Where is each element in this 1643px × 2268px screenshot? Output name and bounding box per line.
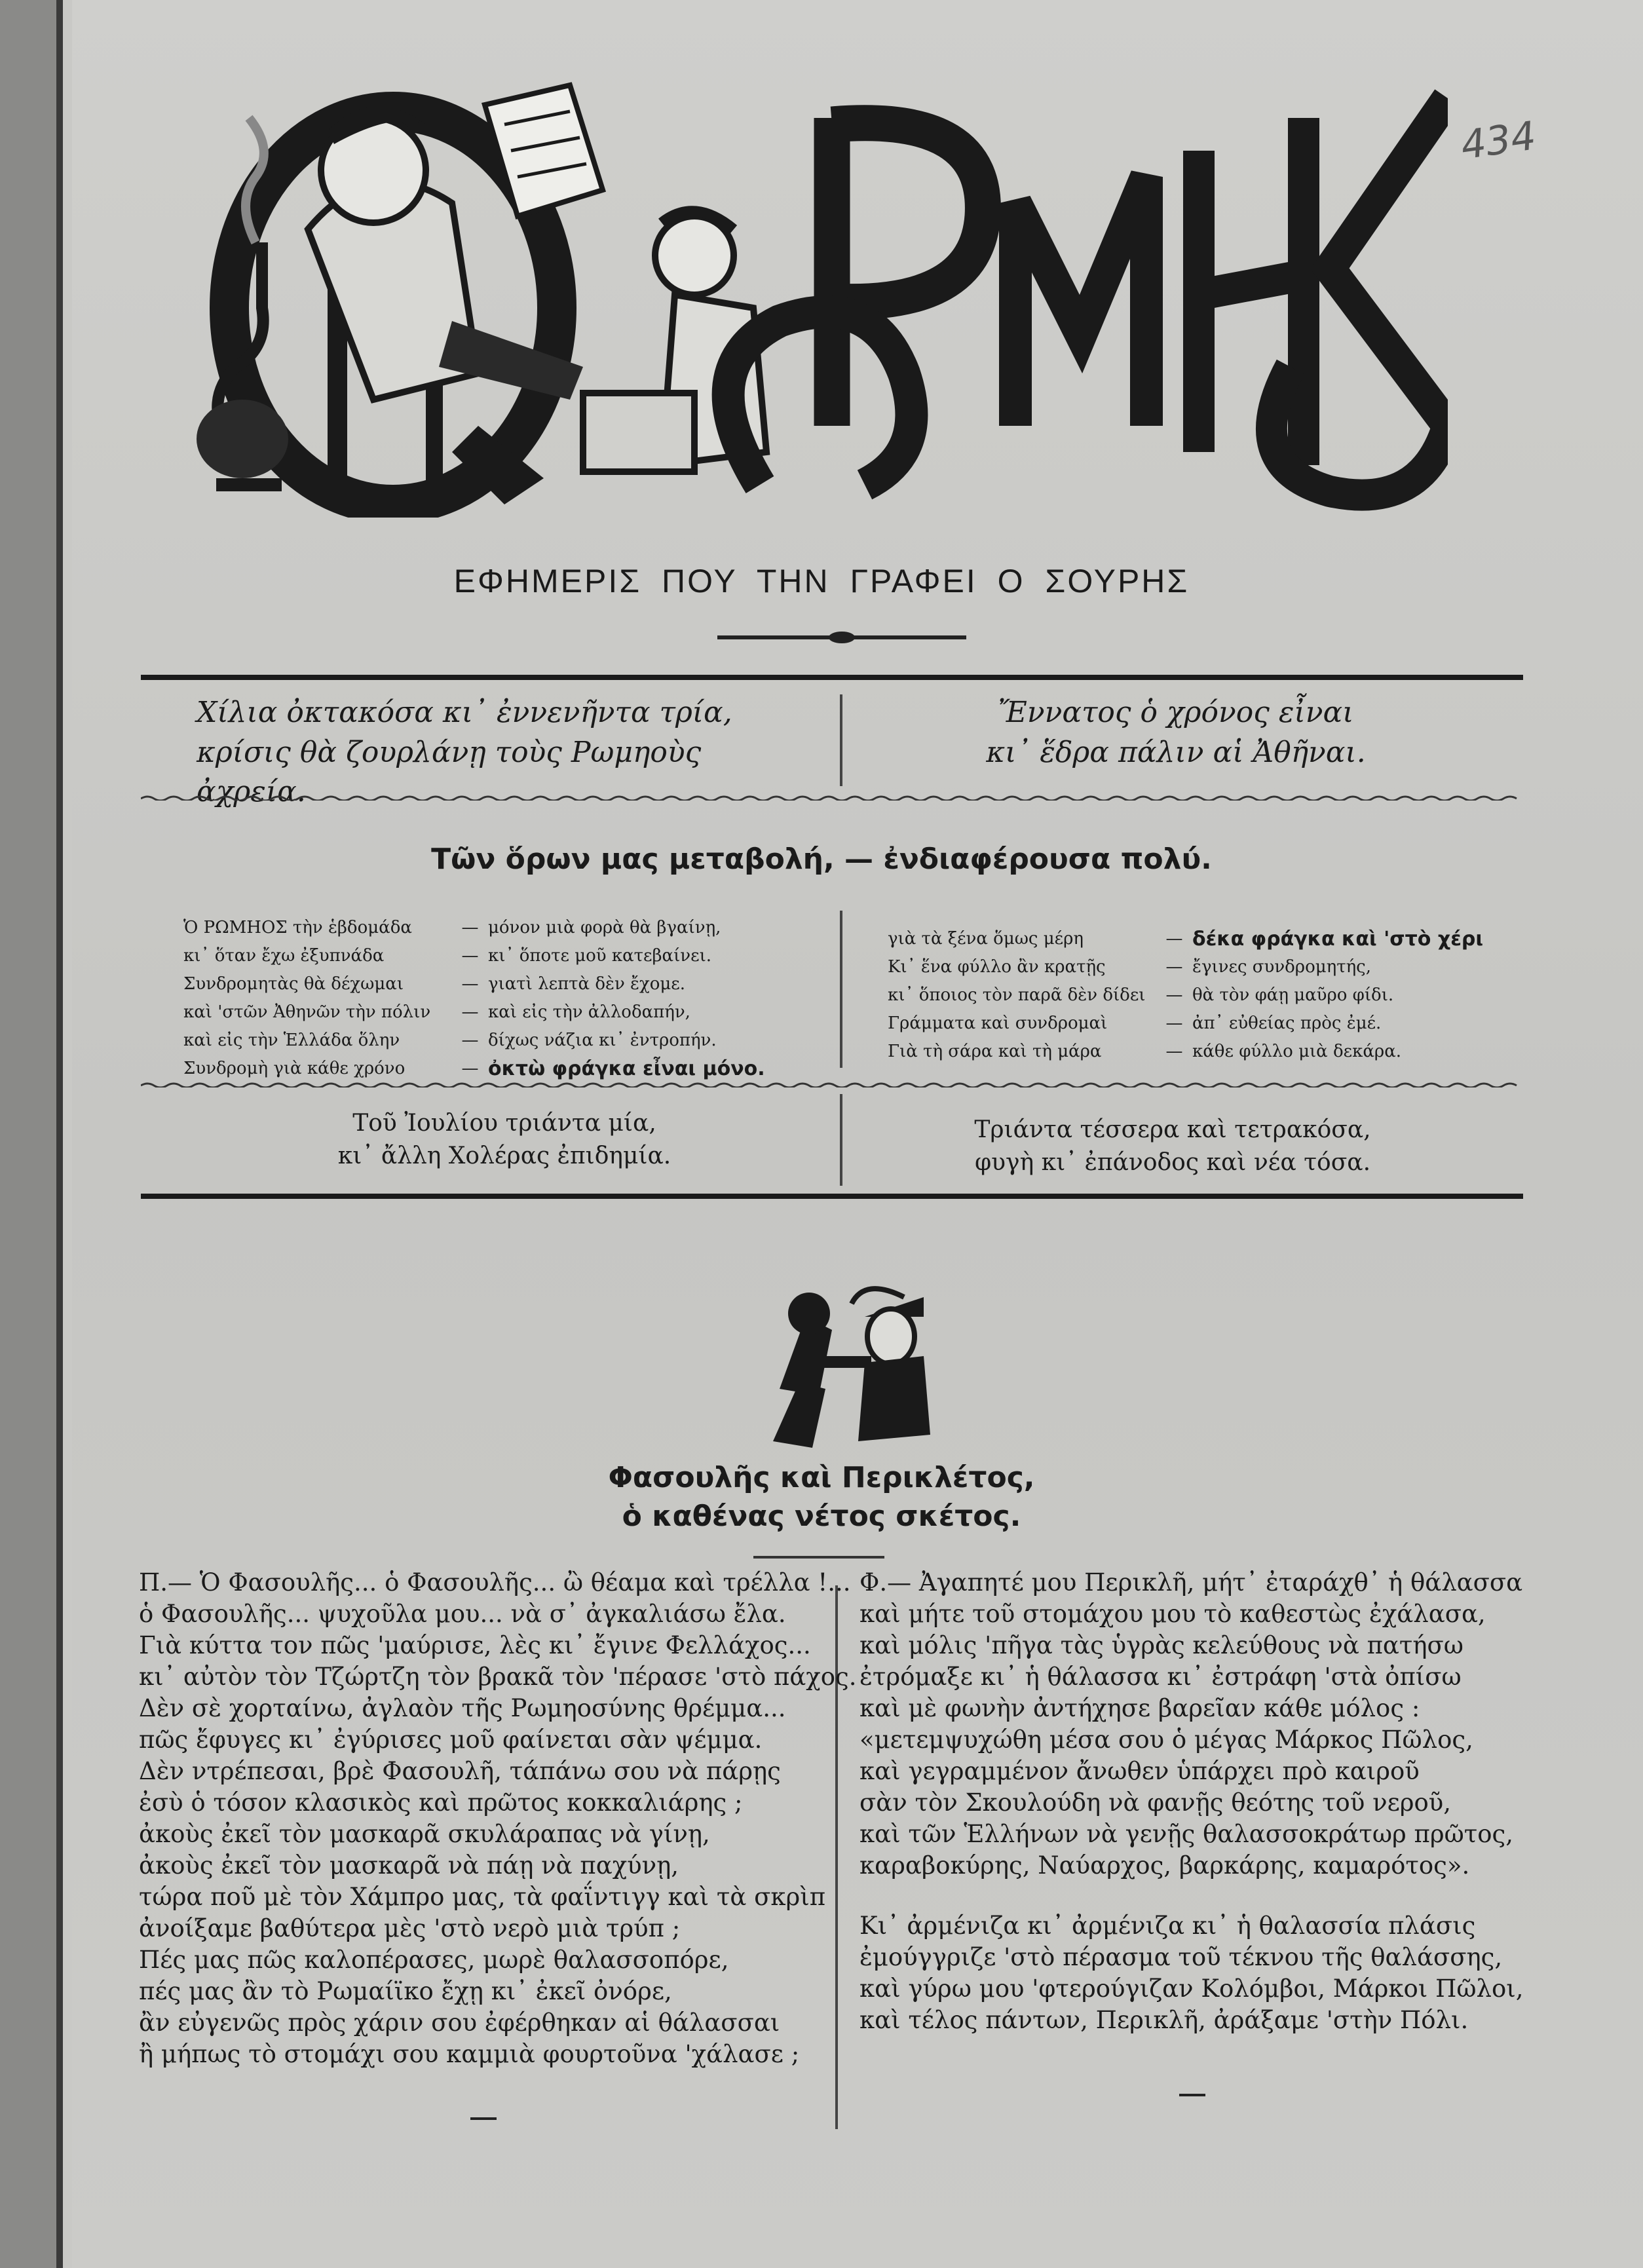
terms-a: Κι᾽ ἕνα φύλλο ἂν κρατῇς xyxy=(888,957,1106,977)
masthead xyxy=(177,59,1448,518)
header-left-line: Χίλια ὀκτακόσα κι᾽ ἐννενῆντα τρία, xyxy=(197,696,732,729)
header-left-line: κρίσις θὰ ζουρλάνῃ τοὺς Ρωμηοὺς ἀχρεία. xyxy=(197,735,702,809)
header-right xyxy=(871,693,1481,772)
verse-line: καὶ μὲ φωνὴν ἀντήχησε βαρεῖαν κάθε μόλος : xyxy=(859,1694,1420,1722)
terms-a: καὶ εἰς τὴν Ἑλλάδα ὅλην xyxy=(183,1030,400,1050)
verse-line: Κι᾽ ἀρμένιζα κι᾽ ἀρμένιζα κι᾽ ἡ θαλασσία πλάσις xyxy=(859,1912,1476,1940)
bottom-rule xyxy=(141,1194,1523,1199)
terms-dash: — xyxy=(1165,985,1183,1005)
masthead-illustration xyxy=(177,59,1448,518)
right-column xyxy=(859,1567,1524,2036)
verse-line: ἀκοὺς ἐκεῖ τὸν μασκαρᾶ σκυλάραπας νὰ γίνῃ, xyxy=(139,1820,710,1848)
verse-line: καραβοκύρης, Ναύαρχος, βαρκάρης, καμαρότος». xyxy=(859,1851,1470,1880)
terms-dash: — xyxy=(461,974,479,994)
date-right-line: φυγὴ κι᾽ ἐπάνοδος καὶ νέα τόσα. xyxy=(974,1148,1371,1176)
terms-b: καὶ εἰς τὴν ἀλλοδαπήν, xyxy=(488,1002,690,1022)
date-left-line: κι᾽ ἄλλη Χολέρας ἐπιδημία. xyxy=(337,1142,671,1169)
header-right-line: κι᾽ ἕδρα πάλιν αἱ Ἀθῆναι. xyxy=(986,735,1366,769)
terms-b: ἔγινες συνδρομητής, xyxy=(1192,957,1371,977)
terms-b: δίχως νάζια κι᾽ ἐντροπήν. xyxy=(488,1030,717,1050)
verse-line: ἐτρόμαξε κι᾽ ἡ θάλασσα κι᾽ ἐστράφη 'στὰ ὀπίσω xyxy=(859,1663,1462,1691)
header-right-line: Ἔννατος ὁ χρόνος εἶναι xyxy=(998,696,1354,729)
terms-b: δέκα φράγκα καὶ 'στὸ χέρι xyxy=(1192,928,1484,951)
terms-right xyxy=(888,925,1484,1066)
terms-b: θὰ τὸν φάῃ μαῦρο φίδι. xyxy=(1192,985,1394,1005)
verse-line: καὶ μήτε τοῦ στομάχου μου τὸ καθεστὼς ἐχάλασα, xyxy=(859,1600,1486,1628)
terms-a: Συνδρομὴ γιὰ κάθε χρόνο xyxy=(183,1059,406,1078)
terms-dash: — xyxy=(461,1030,479,1050)
verse-line: καὶ μόλις 'πῆγα τὰς ὑγρὰς κελεύθους νὰ πατήσω xyxy=(859,1631,1464,1659)
verse-line: τώρα ποῦ μὲ τὸν Χάμπρο μας, τὰ φαΐντιγγ καὶ τὰ σκρὶπ xyxy=(139,1883,826,1911)
left-column xyxy=(139,1567,856,2070)
terms-row xyxy=(888,1010,1454,1038)
verse-line: ἐμούγγριζε 'στὸ πέρασμα τοῦ τέκνου τῆς θαλάσσης, xyxy=(859,1943,1503,1971)
terms-row xyxy=(183,942,829,970)
end-dash xyxy=(470,2117,497,2120)
puppets-illustration xyxy=(753,1277,963,1454)
terms-dash: — xyxy=(461,946,479,966)
terms-row xyxy=(888,953,1454,981)
verse-line: Δὲν σὲ χορταίνω, ἀγλαὸν τῆς Ρωμηοσύνης θρέμμα... xyxy=(139,1694,786,1722)
terms-a: γιὰ τὰ ξένα ὅμως μέρη xyxy=(888,929,1084,949)
wavy-divider xyxy=(141,1080,1523,1087)
terms-b: ὀκτὼ φράγκα εἶναι μόνο. xyxy=(488,1057,765,1080)
terms-b: γιατὶ λεπτὰ δὲν ἔχομε. xyxy=(488,974,686,994)
terms-row xyxy=(888,925,1484,953)
date-left-line: Τοῦ Ἰουλίου τριάντα μία, xyxy=(352,1110,656,1137)
verse-line: ἀκοὺς ἐκεῖ τὸν μασκαρᾶ νὰ πάῃ νὰ παχύνῃ, xyxy=(139,1851,679,1880)
verse-line: Δὲν ντρέπεσαι, βρὲ Φασουλῆ, τάπάνω σου νὰ πάρῃς xyxy=(139,1757,781,1785)
terms-dash: — xyxy=(1165,1042,1183,1061)
verse-line: καὶ γύρω μου 'φτερούγιζαν Κολόμβοι, Μάρκοι Πῶλοι, xyxy=(859,1975,1524,2003)
terms-b: ἀπ᾽ εὐθείας πρὸς ἐμέ. xyxy=(1192,1013,1382,1033)
verse-line: «μετεμψυχώθη μέσα σου ὁ μέγας Μάρκος Πῶλος, xyxy=(859,1726,1473,1754)
verse-line: πῶς ἔφυγες κι᾽ ἐγύρισες μοῦ φαίνεται σὰν ψέμμα. xyxy=(139,1726,763,1754)
terms-a: κι᾽ ὅταν ἔχω ἐξυπνάδα xyxy=(183,946,385,966)
terms-a: καὶ 'στῶν Ἀθηνῶν τὴν πόλιν xyxy=(183,1002,431,1022)
ornament-rule xyxy=(717,635,966,639)
terms-divider xyxy=(840,911,842,1068)
terms-row xyxy=(183,998,829,1027)
wavy-divider xyxy=(141,793,1523,801)
verse-line: Π.— Ὁ Φασουλῆς... ὁ Φασουλῆς... ὢ θέαμα καὶ τρέλλα !... xyxy=(139,1568,851,1597)
poem-title-line: ὁ καθένας νέτος σκέτος. xyxy=(622,1500,1021,1534)
end-dash xyxy=(1179,2094,1205,2096)
terms-a: Γιὰ τὴ σάρα καὶ τὴ μάρα xyxy=(888,1042,1102,1061)
terms-a: Γράμματα καὶ συνδρομαὶ xyxy=(888,1013,1108,1033)
terms-b: μόνον μιὰ φορὰ θὰ βγαίνῃ, xyxy=(488,918,721,937)
verse-line: Πές μας πῶς καλοπέρασες, μωρὲ θαλασσοπόρε, xyxy=(139,1946,729,1974)
subtitle: ΕΦΗΜΕΡΙΣ ΠΟΥ ΤΗΝ ΓΡΑΦΕΙ Ο ΣΟΥΡΗΣ xyxy=(453,563,1190,599)
terms-row xyxy=(183,914,829,942)
verse-line: ἢ μήπως τὸ στομάχι σου καμμιὰ φουρτοῦνα 'χάλασε ; xyxy=(139,2040,800,2068)
terms-b: κάθε φύλλο μιὰ δεκάρα. xyxy=(1192,1042,1402,1061)
terms-dash: — xyxy=(461,1002,479,1022)
page-number: 434 xyxy=(1458,113,1539,169)
terms-row xyxy=(183,1055,829,1083)
verse-line: ἂν εὐγενῶς πρὸς χάριν σου ἐφέρθηκαν αἱ θάλασσαι xyxy=(139,2009,780,2037)
verse-line: ἀνοίξαμε βαθύτερα μὲς 'στὸ νερὸ μιὰ τρύπ ; xyxy=(139,1914,681,1942)
verse-line: Γιὰ κύττα τον πῶς 'μαύρισε, λὲς κι᾽ ἔγινε Φελλάχος... xyxy=(139,1631,811,1659)
verse-line: κι᾽ αὐτὸν τὸν Τζώρτζη τὸν βρακᾶ τὸν 'πέρασε 'στὸ πάχος. xyxy=(139,1663,857,1691)
terms-title: Τῶν ὅρων μας μεταβολή, — ἐνδιαφέρουσα πολύ. xyxy=(431,842,1212,876)
verse-line: ὁ Φασουλῆς... ψυχοῦλα μου... νὰ σ᾽ ἀγκαλιάσω ἔλα. xyxy=(139,1600,786,1628)
terms-row xyxy=(183,1027,829,1055)
header-divider xyxy=(840,694,842,786)
date-right-line: Τριάντα τέσσερα καὶ τετρακόσα, xyxy=(974,1116,1371,1143)
terms-a: Ὁ ΡΩΜΗΟΣ τὴν ἑβδομάδα xyxy=(183,918,412,937)
poem-title xyxy=(0,1458,1643,1536)
terms-left xyxy=(183,914,829,1083)
stanza-gap xyxy=(859,1881,1524,1910)
terms-b: κι᾽ ὅποτε μοῦ κατεβαίνει. xyxy=(488,946,712,966)
date-right xyxy=(878,1114,1467,1179)
verse-line: καὶ τῶν Ἑλλήνων νὰ γενῇς θαλασσοκράτωρ πρῶτος, xyxy=(859,1820,1514,1848)
terms-row xyxy=(888,981,1454,1010)
terms-dash: — xyxy=(461,1059,479,1078)
verse-line: ἐσὺ ὁ τόσον κλασικὸς καὶ πρῶτος κοκκαλιάρης ; xyxy=(139,1788,743,1817)
verse-line: πές μας ἂν τὸ Ρωμαίϊκο ἔχῃ κι᾽ ἐκεῖ ὀνόρε, xyxy=(139,1977,672,2005)
binding-edge xyxy=(0,0,63,2268)
poem-title-line: Φασουλῆς καὶ Περικλέτος, xyxy=(608,1461,1035,1494)
terms-row xyxy=(888,1038,1454,1066)
verse-line: καὶ τέλος πάντων, Περικλῆ, ἀράξαμε 'στὴν Πόλι. xyxy=(859,2006,1469,2034)
verse-line: καὶ γεγραμμένον ἄνωθεν ὑπάρχει πρὸ καιροῦ xyxy=(859,1757,1420,1785)
terms-dash: — xyxy=(461,918,479,937)
terms-a: Συνδρομητὰς θὰ δέχωμαι xyxy=(183,974,404,994)
title-rule xyxy=(753,1556,884,1559)
terms-dash: — xyxy=(1165,957,1183,977)
terms-row xyxy=(183,970,829,998)
terms-dash: — xyxy=(1165,929,1183,949)
date-left xyxy=(216,1107,793,1172)
top-rule xyxy=(141,675,1523,680)
terms-dash: — xyxy=(1165,1013,1183,1033)
date-divider xyxy=(840,1094,842,1186)
terms-a: κι᾽ ὅποιος τὸν παρᾶ δὲν δίδει xyxy=(888,985,1146,1005)
verse-line: Φ.— Ἀγαπητέ μου Περικλῆ, μήτ᾽ ἐταράχθ᾽ ἡ θάλασσα xyxy=(859,1568,1523,1597)
verse-line: σὰν τὸν Σκουλούδη νὰ φανῇς θεότης τοῦ νεροῦ, xyxy=(859,1788,1452,1817)
